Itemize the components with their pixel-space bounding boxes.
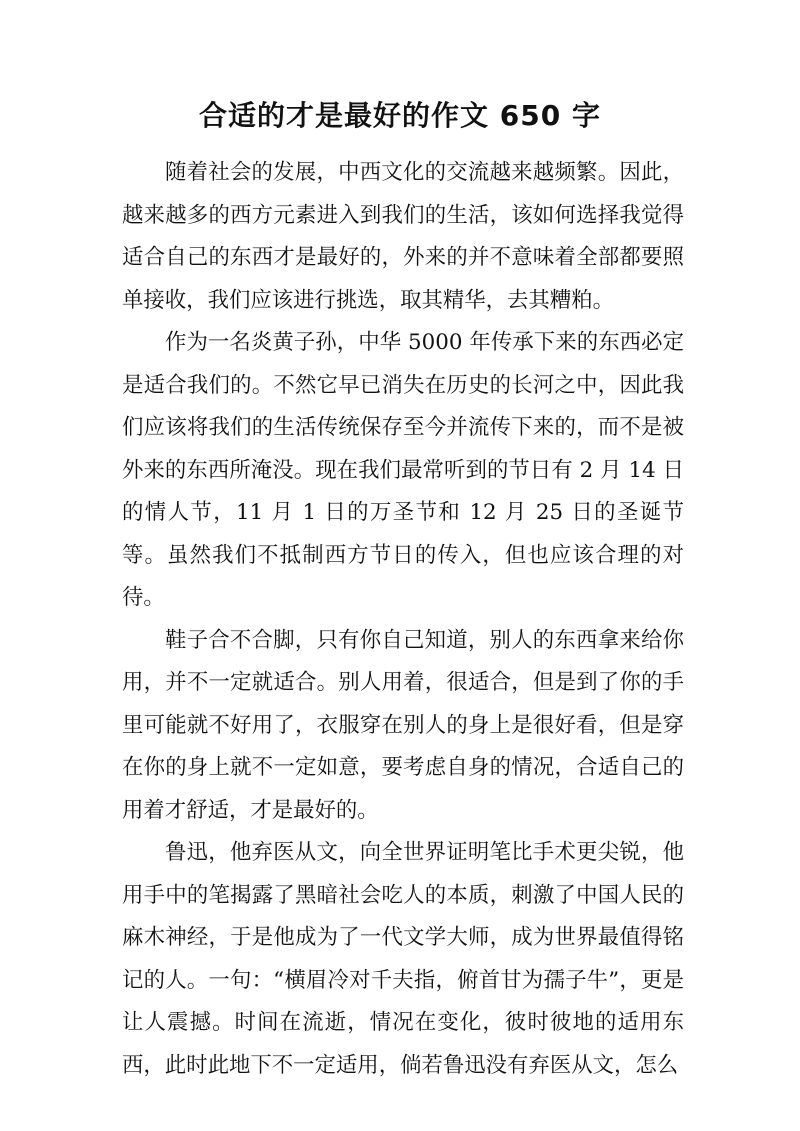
paragraph-3: 鞋子合不合脚，只有你自己知道，别人的东西拿来给你用，并不一定就适合。别人用着，很适合，但是到了你的手里可能就不好用了，衣服穿在别人的身上是很好看，但是穿在你的身上就不一定如意，要考虑自身的情况，合适自己的用着才舒适，才是最好的。 xyxy=(122,627,684,823)
document-title: 合适的才是最好的作文 650 字 xyxy=(199,99,601,132)
paragraph-2: 作为一名炎黄子孙，中华 5000 年传承下来的东西必定是适合我们的。不然它早已消失在历史的长河之中，因此我们应该将我们的生活传统保存至今并流传下来的，而不是被外来的东西所淹没。现在我们最常听到的节日有 2 月 14 日的情人节，11 月 1 日的万圣节和 12 月 25 日的圣诞节等。虽然我们不抵制西方节日的传入，但也应该合理的对待。 xyxy=(122,330,684,610)
paragraph-4: 鲁迅，他弃医从文，向全世界证明笔比手术更尖锐，他用手中的笔揭露了黑暗社会吃人的本质，刺激了中国人民的麻木神经，于是他成为了一代文学大师，成为世界最值得铭记的人。一句：“横眉冷对千夫指，俯首甘为孺子牛”，更是让人震撼。时间在流逝，情况在变化，彼时彼地的适用东西，此时此地下不一定适用，倘若鲁迅没有弃医从文，怎么 xyxy=(122,840,684,1078)
paragraph-1: 随着社会的发展，中西文化的交流越来越频繁。因此，越来越多的西方元素进入到我们的生活，该如何选择我觉得适合自己的东西才是最好的，外来的并不意味着全部都要照单接收，我们应该进行挑选，取其精华，去其糟粕。 xyxy=(122,160,684,313)
document-body xyxy=(122,152,684,1087)
